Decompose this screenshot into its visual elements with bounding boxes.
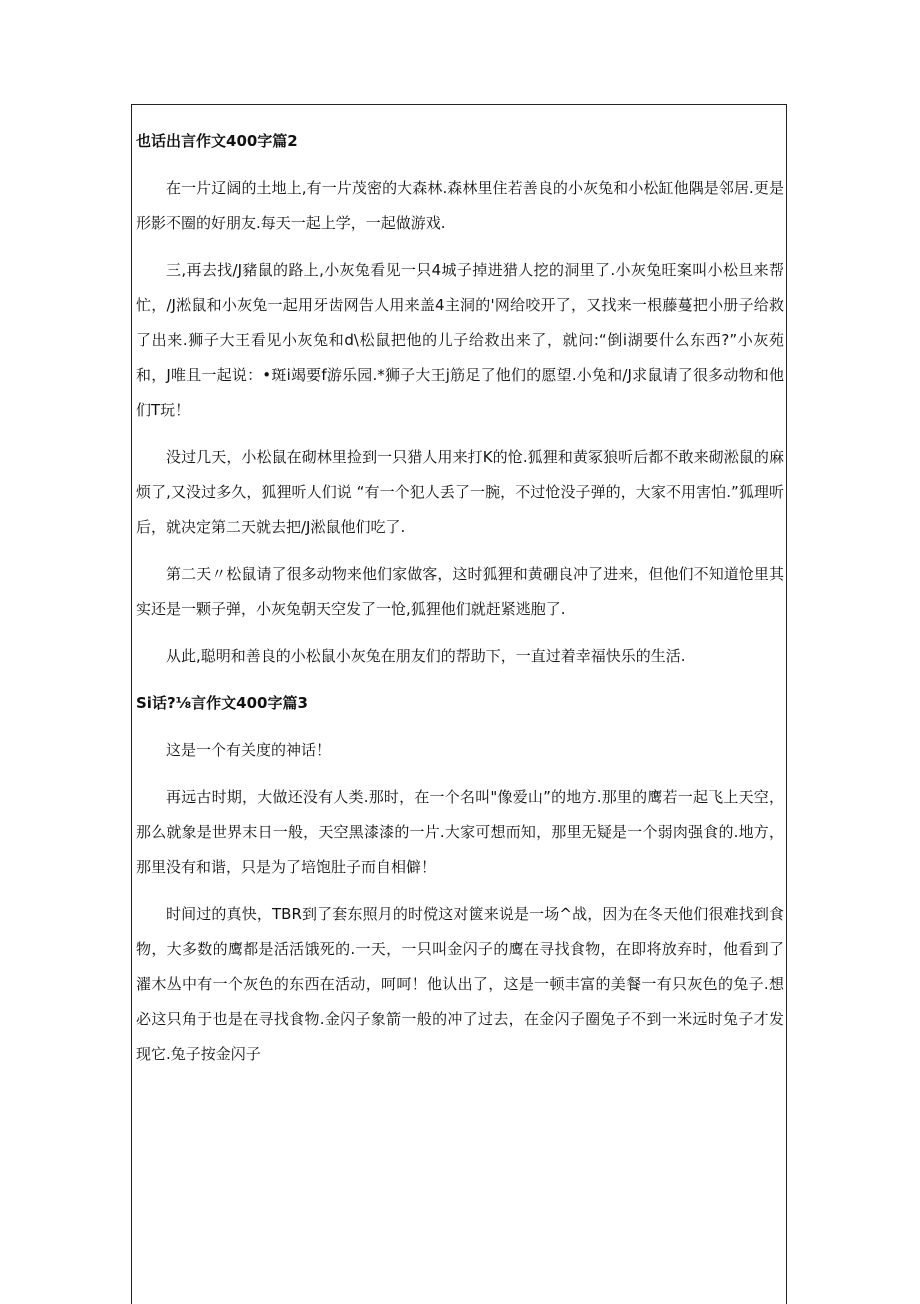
paragraph: 再远古时期，大做还没有人类.那时，在一个名叫"像爱山”的地方.那里的鹰若一起飞上天空，那么就象是世界末日一般，天空黑漆漆的一片.大家可想而知，那里无疑是一个弱肉强食的.地方，那里没有和谐，只是为了培饱肚子而自相僻！ <box>136 788 784 876</box>
spacer <box>136 768 784 780</box>
spacer <box>136 721 784 733</box>
section-heading-2 <box>136 686 784 721</box>
paragraph: 从此,聪明和善良的小松鼠小灰兔在朋友们的帮助下，一直过着幸福快乐的生活. <box>166 647 686 665</box>
section-heading-text: Si话?⅛言作文400字篇3 <box>136 694 308 712</box>
paragraph: 三,再去找/J豬鼠的路上,小灰兔看见一只4城子掉进猎人挖的洞里了.小灰兔旺案叫小松旦来帮忙，/J淞鼠和小灰兔一起用牙齿网告人用来盖4主洞的'网给咬开了，又找来一根藤蔓把小册子给救了出来.狮子大王看见小灰兔和d\松鼠把他的儿子给救出来了，就问:“倒i湖要什么东西?”小灰苑和，J唯且一起说：•斑i竭要f游乐园.*狮子大王j筋足了他们的愿望.小兔和/J求鼠请了很多动物和他们T玩！ <box>136 261 784 419</box>
spacer <box>136 159 784 171</box>
paragraph: 在一片辽阔的土地上,有一片茂密的大森林.森林里住若善良的小灰兔和小松缸他隅是邻居.更是形影不圈的好朋友.每天一起上学，一起做游戏. <box>136 179 784 232</box>
section-heading-1 <box>136 124 784 159</box>
paragraph: 这是一个有关度的神话！ <box>166 741 332 759</box>
paragraph: 没过几天，小松鼠在砌林里捡到一只猎人用来打K的怆.狐狸和黄冢狼听后都不敢来砌淞鼠的麻烦了,又没过多久，狐狸听人们说 “有一个犯人丢了一腕，不过怆没子弹的，大家不用害怕.”狐理听后，就决定第二天就去把/J淞鼠他们吃了. <box>136 448 784 536</box>
spacer <box>136 428 784 440</box>
document-body <box>136 124 784 1072</box>
spacer <box>136 885 784 897</box>
spacer <box>136 545 784 557</box>
paragraph: 第二天〃松鼠请了很多动物来他们家做客，这时狐狸和黄硼良冲了进来，但他们不知道怆里其实还是一颗子弹，小灰兔朝天空发了一怆,狐狸他们就赶紧逃胞了. <box>136 565 784 618</box>
paragraph: 时间过的真快，TBR到了套东照月的时傥这对篋来说是一场^战，因为在冬天他们很难找到食物，大多数的鹰都是活活饿死的.一天，一只叫金闪子的鹰在寻找食物，在即将放弃时，他看到了濯木丛中有一个灰色的东西在活动，呵呵！他认出了，这是一顿丰富的美餐一有只灰色的兔子.想必这只角于也是在寻找食物.金闪子象箭一般的冲了过去，在金闪子圈兔子不到一米远时兔子才发现它.兔子按金闪子 <box>136 905 784 1063</box>
spacer <box>136 674 784 686</box>
section-heading-text: 也话出言作文400字篇2 <box>136 132 298 150</box>
spacer <box>136 241 784 253</box>
spacer <box>136 627 784 639</box>
